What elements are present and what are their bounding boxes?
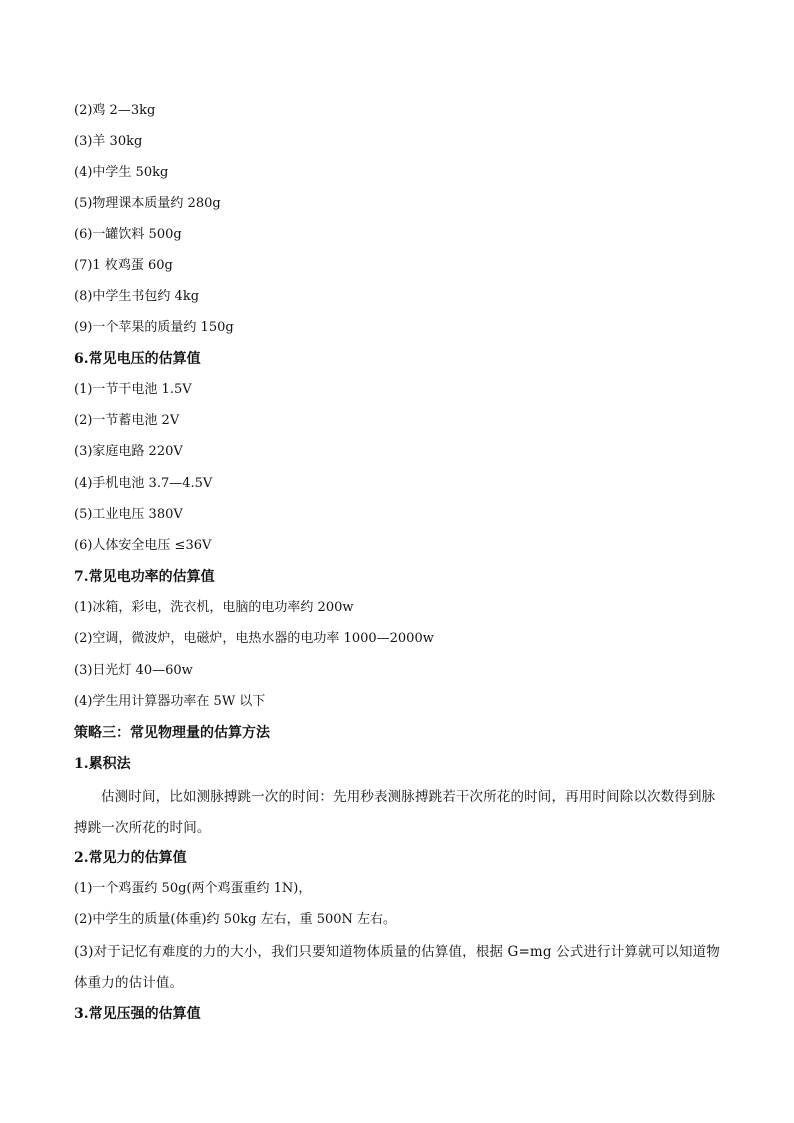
mass-item-student: (4)中学生 50kg	[74, 165, 169, 180]
accumulation-method-heading: 1.累积法	[74, 756, 131, 772]
voltage-item: (3)家庭电路 220V	[74, 444, 183, 459]
voltage-item: (6)人体安全电压 ≤36V	[74, 538, 212, 553]
power-item: (4)学生用计算器功率在 5W 以下	[74, 694, 266, 709]
force-item-egg: (1)一个鸡蛋约 50g(两个鸡蛋重约 1N)，	[74, 881, 312, 896]
pressure-heading: 3.常见压强的估算值	[74, 1006, 201, 1022]
power-heading: 7.常见电功率的估算值	[74, 569, 215, 585]
power-item: (3)日光灯 40—60w	[74, 663, 193, 678]
voltage-heading: 6.常见电压的估算值	[74, 351, 201, 367]
force-heading: 2.常见力的估算值	[74, 850, 187, 866]
mass-item-sheep: (3)羊 30kg	[74, 134, 143, 149]
voltage-item: (4)手机电池 3.7—4.5V	[74, 476, 213, 491]
voltage-item: (1)一节干电池 1.5V	[74, 382, 192, 397]
voltage-item: (5)工业电压 380V	[74, 507, 183, 522]
accumulation-method-text: 估测时间，比如测脉搏跳一次的时间：先用秒表测脉搏跳若干次所花的时间，再用时间除以次数得到脉搏跳一次所花的时间。	[74, 789, 716, 836]
force-item-formula: (3)对于记忆有难度的力的大小，我们只要知道物体质量的估算值，根据 G=mg 公式进行计算就可以知道物体重力的估计值。	[74, 944, 720, 991]
power-item: (2)空调，微波炉，电磁炉，电热水器的电功率 1000—2000w	[74, 631, 434, 646]
voltage-item: (2)一节蓄电池 2V	[74, 413, 180, 428]
mass-item-chicken: (2)鸡 2—3kg	[74, 103, 156, 118]
mass-item-textbook: (5)物理课本质量约 280g	[74, 196, 221, 211]
mass-item-egg: (7)1 枚鸡蛋 60g	[74, 258, 173, 273]
mass-item-apple: (9)一个苹果的质量约 150g	[74, 320, 234, 335]
mass-item-schoolbag: (8)中学生书包约 4kg	[74, 289, 200, 304]
mass-item-drink: (6)一罐饮料 500g	[74, 227, 182, 242]
force-item-student: (2)中学生的质量(体重)约 50kg 左右，重 500N 左右。	[74, 912, 397, 927]
power-item: (1)冰箱，彩电，洗衣机，电脑的电功率约 200w	[74, 600, 354, 615]
strategy-heading: 策略三：常见物理量的估算方法	[74, 725, 270, 741]
